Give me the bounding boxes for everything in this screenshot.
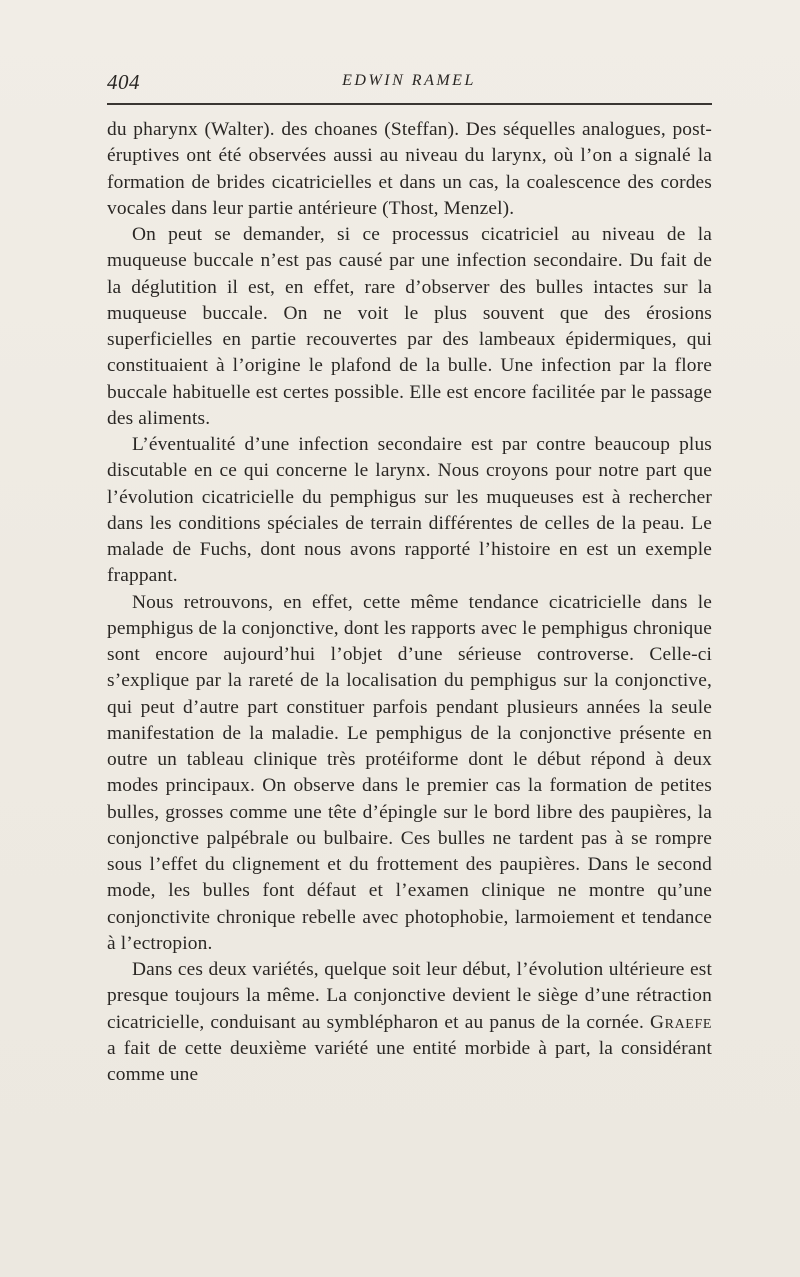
paragraph-5-text-after: a fait de cette deuxième variété une entité morbide à part, la considérant comme une (107, 1037, 712, 1085)
paragraph-1: du pharynx (Walter). des choanes (Steffan). Des séquelles analogues, post-éruptives ont été observées aussi au niveau du larynx, où l’on a signalé la formation de brides cicatricielles et dans un cas, la coalescence des cordes vocales dans leur partie antérieure (Thost, Menzel). (107, 119, 712, 219)
paragraph-3: L’éventualité d’une infection secondaire est par contre beaucoup plus discutable en ce qui concerne le larynx. Nous croyons pour notre part que l’évolution cicatricielle du pemphigus sur les muqueuses est à rechercher dans les conditions spéciales de terrain différentes de celles de la peau. Le malade de Fuchs, dont nous avons rapporté l’histoire en est un exemple frappant. (107, 434, 712, 587)
page-header (107, 70, 711, 98)
page-number: 404 (107, 70, 140, 94)
paragraph-5 (107, 957, 712, 1088)
running-head: EDWIN RAMEL (342, 72, 476, 89)
body-text (107, 117, 712, 1088)
author-name-graefe: Graefe (650, 1011, 712, 1033)
header-rule (107, 103, 712, 105)
paragraph-2: On peut se demander, si ce processus cicatriciel au niveau de la muqueuse buccale n’est pas causé par une infection secondaire. Du fait de la déglutition il est, en effet, rare d’observer des bulles intactes sur la muqueuse buccale. On ne voit le plus souvent que des érosions superficielles en partie recouvertes par des lambeaux épidermiques, qui constituaient à l’origine le plafond de la bulle. Une infection par la flore buccale habituelle est certes possible. Elle est encore facilitée par le passage des aliments. (107, 224, 712, 429)
paragraph-4: Nous retrouvons, en effet, cette même tendance cicatricielle dans le pemphigus de la conjonctive, dont les rapports avec le pemphigus chronique sont encore aujourd’hui l’objet d’une sérieuse controverse. Celle-ci s’explique par la rareté de la localisation du pemphigus sur la conjonctive, qui peut d’autre part constituer parfois pendant plusieurs années la seule manifestation de la maladie. Le pemphigus de la conjonctive présente en outre un tableau clinique très protéiforme dont le début répond à deux modes principaux. On observe dans le premier cas la formation de petites bulles, grosses comme une tête d’épingle sur le bord libre des paupières, la conjonctive palpébrale ou bulbaire. Ces bulles ne tardent pas à se rompre sous l’effet du clignement et du frottement des paupières. Dans le second mode, les bulles font défaut et l’examen clinique ne montre qu’une conjonctivite chronique rebelle avec photophobie, larmoiement et tendance à l’ectropion. (107, 591, 712, 954)
paragraph-5-text-before: Dans ces deux variétés, quelque soit leur début, l’évolution ultérieure est presque toujours la même. La conjonctive devient le siège d’une rétraction cicatricielle, conduisant au symblépharon et au panus de la cornée. (107, 959, 712, 1033)
